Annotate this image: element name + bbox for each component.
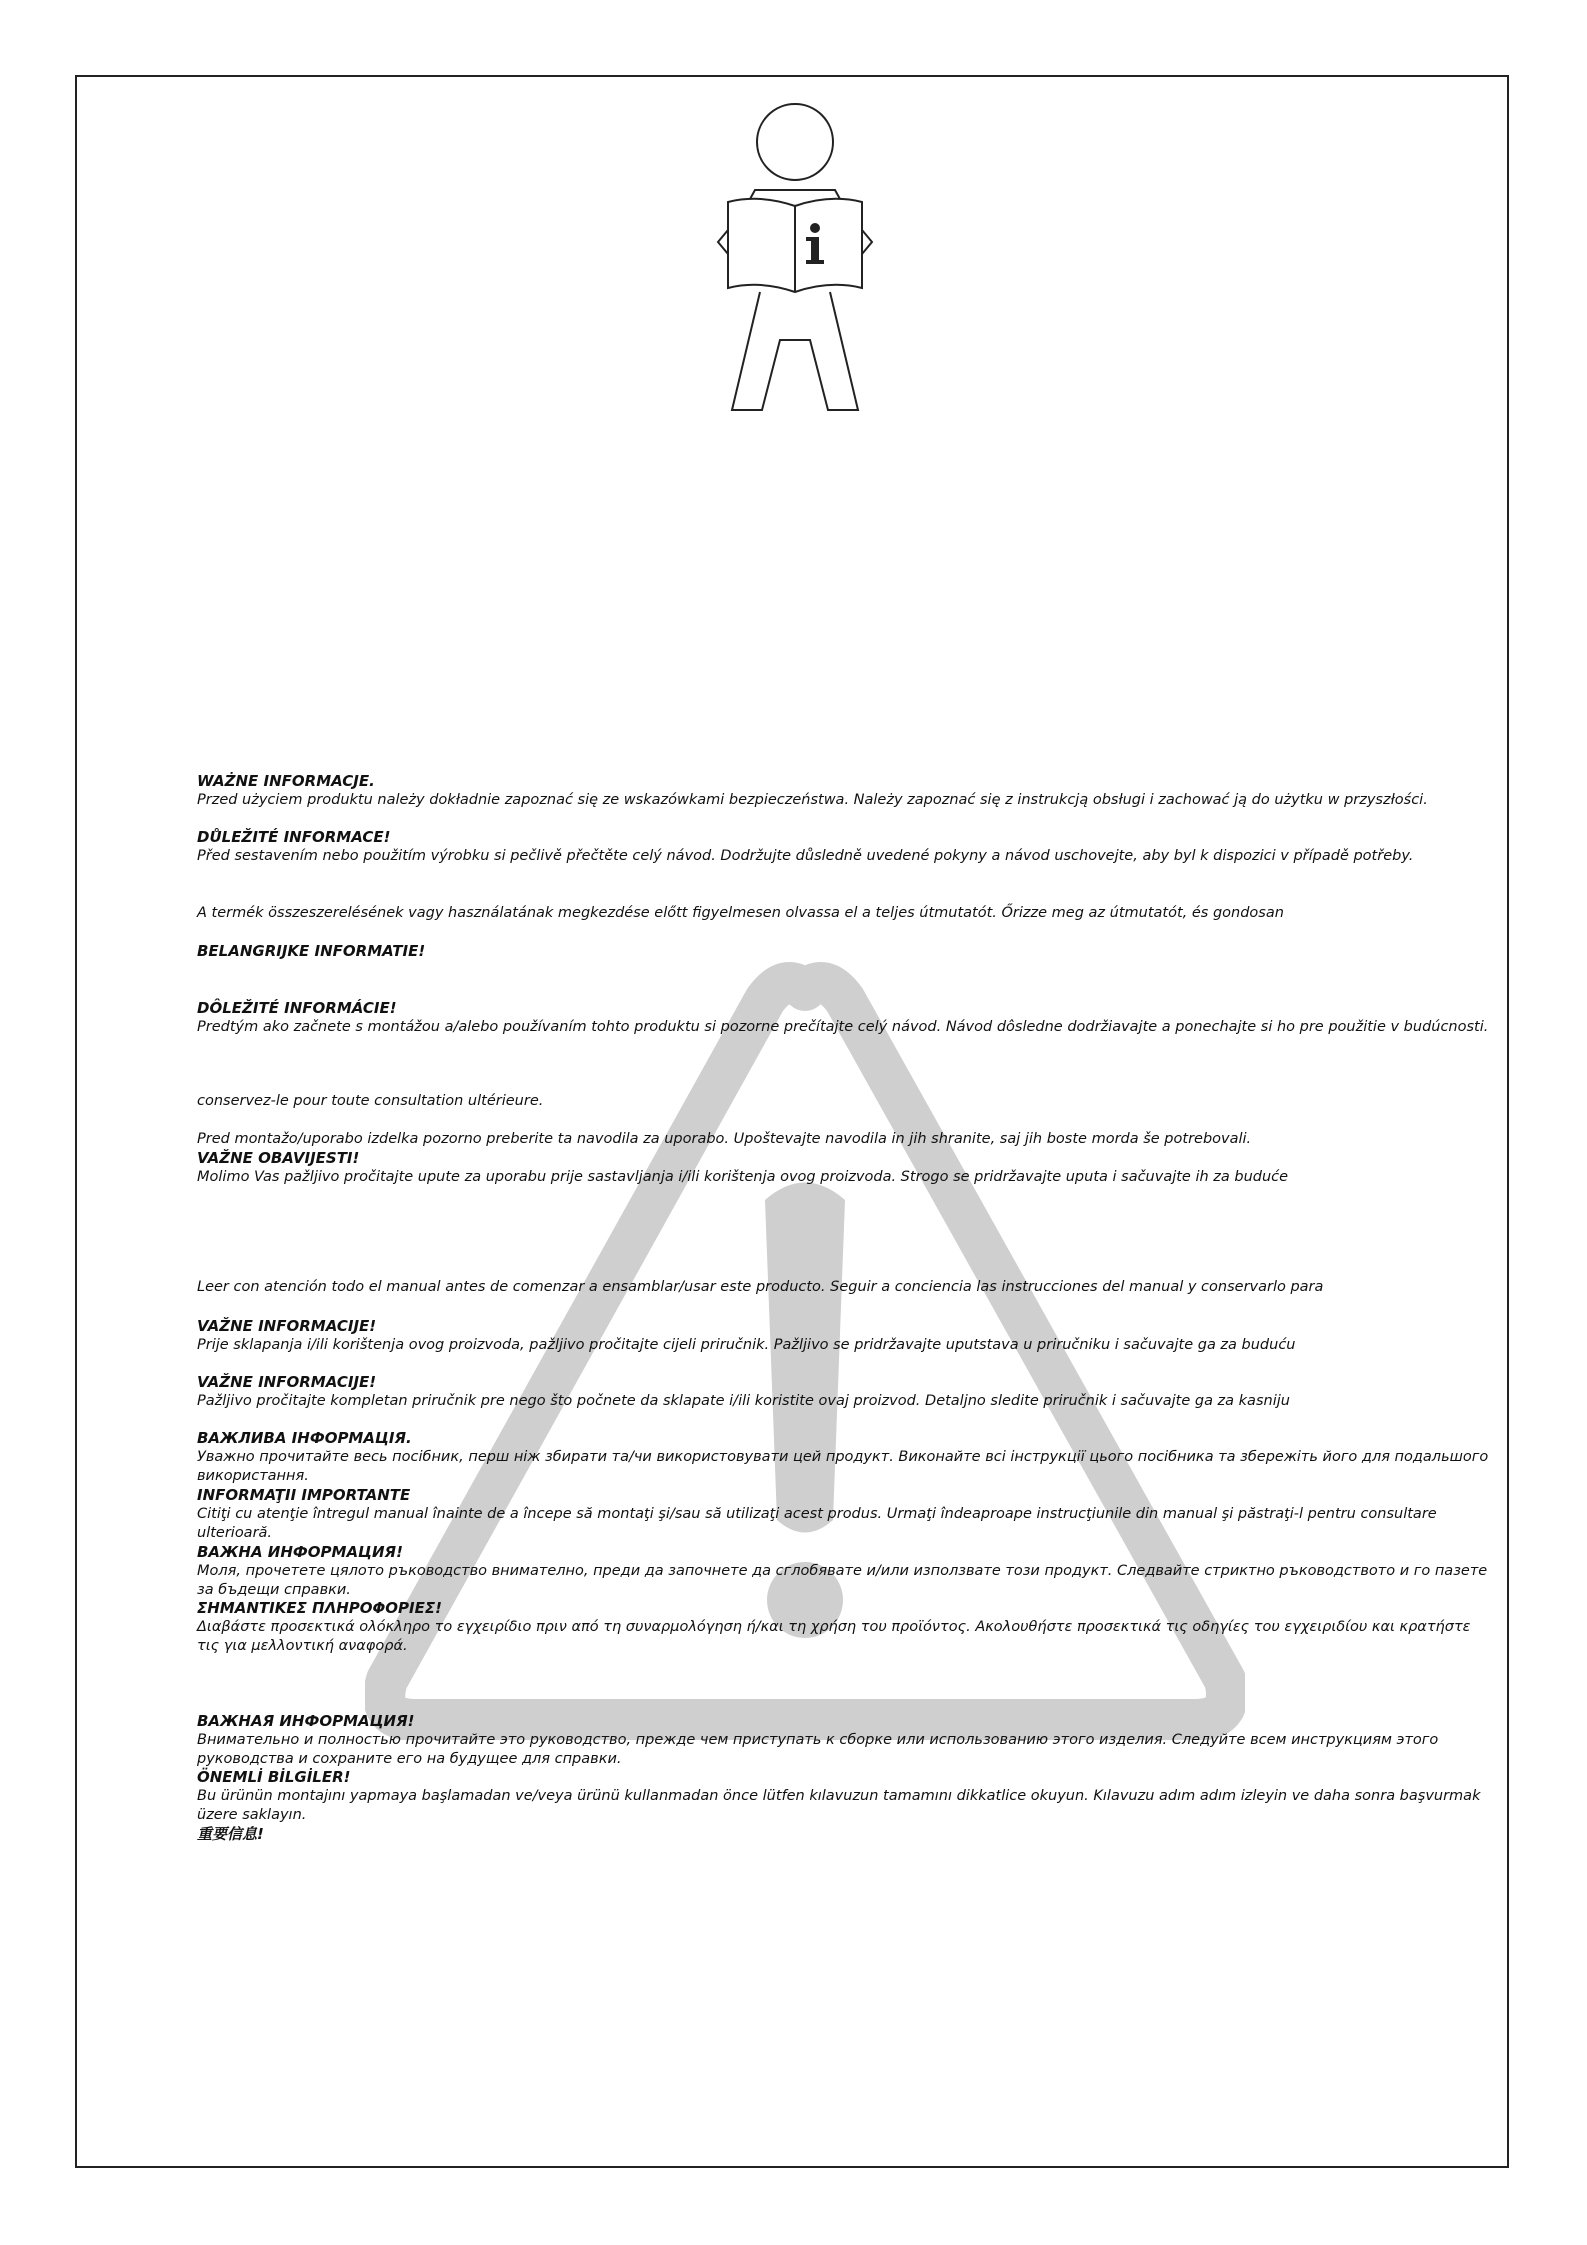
block-heading: ÖNEMLİ BİLGİLER! — [197, 1768, 351, 1786]
block-bg — [197, 1543, 1497, 1600]
block-heading: ВАЖНАЯ ИНФОРМАЦИЯ! — [197, 1712, 415, 1730]
block-fr — [197, 1092, 1497, 1111]
block-text: Citiţi cu atenţie întregul manual înainte de a începe să montaţi şi/sau să utilizaţi acest produs. Urmaţi îndeaproape instrucţiunile din manual şi păstraţi-l pentru consultare ulterioară. — [197, 1506, 1437, 1541]
block-tr — [197, 1768, 1497, 1825]
block-es — [197, 1278, 1497, 1297]
block-heading: 重要信息! — [197, 1825, 264, 1843]
block-text: Pažljivo pročitajte kompletan priručnik pre nego što počnete da sklapate i/ili koristite ovaj proizvod. Detaljno sledite priručnik i sačuvajte ga za kasniju — [197, 1393, 1290, 1409]
block-heading: ΣΗΜΑΝΤΙΚΕΣ ΠΛΗΡΟΦΟΡΙΕΣ! — [197, 1599, 442, 1617]
block-text: Před sestavením nebo použitím výrobku si pečlivě přečtěte celý návod. Dodržujte důsledně uvedené pokyny a návod uschovejte, aby byl k dispozici v případě potřeby. — [197, 848, 1414, 864]
block-text: Przed użyciem produktu należy dokładnie zapoznać się ze wskazówkami bezpieczeństwa. Należy zapoznać się z instrukcją obsługi i zachować ją do użytku w przyszłości. — [197, 792, 1428, 808]
block-ru — [197, 1712, 1497, 1769]
block-ro — [197, 1486, 1497, 1543]
block-heading: VAŽNE OBAVIJESTI! — [197, 1149, 360, 1167]
block-text: conservez-le pour toute consultation ultérieure. — [197, 1093, 544, 1109]
block-text: Διαβάστε προσεκτικά ολόκληρο το εγχειρίδιο πριν από τη συναρμολόγηση ή/και τη χρήση του προϊόντος. Ακολουθήστε προσεκτικά τις οδηγίες του εγχειριδίου και κρατήστε τις για μελλοντική αναφορά. — [197, 1619, 1471, 1654]
block-text: Pred montažo/uporabo izdelka pozorno preberite ta navodila za uporabo. Upoštevajte navodila in jih shranite, saj jih boste morda še potrebovali. — [197, 1131, 1252, 1147]
block-heading: DŮLEŽITÉ INFORMACE! — [197, 828, 391, 846]
block-hr — [197, 1149, 1497, 1187]
block-text: Leer con atención todo el manual antes de comenzar a ensamblar/usar este producto. Seguir a conciencia las instrucciones del manual y conservarlo para — [197, 1279, 1324, 1295]
block-heading: WAŻNE INFORMACJE. — [197, 772, 375, 790]
block-text: Внимательно и полностью прочитайте это руководство, прежде чем приступать к сборке или использованию этого изделия. Следуйте всем инструкциям этого руководства и сохраните его на будущее для справки. — [197, 1732, 1439, 1767]
block-heading: INFORMAŢII IMPORTANTE — [197, 1486, 411, 1504]
block-heading: ВАЖЛИВА ІНФОРМАЦІЯ. — [197, 1429, 412, 1447]
person-reading-manual-icon — [700, 100, 890, 420]
block-text: A termék összeszerelésének vagy használatának megkezdése előtt figyelmesen olvassa el a teljes útmutatót. Őrizze meg az útmutatót, és gondosan — [197, 905, 1284, 921]
block-text: Molimo Vas pažljivo pročitajte upute za uporabu prije sastavljanja i/ili korištenja ovog proizvoda. Strogo se pridržavajte uputa i sačuvajte ih za buduće — [197, 1169, 1289, 1185]
block-pl — [197, 772, 1497, 810]
block-sl — [197, 1130, 1497, 1149]
block-sr — [197, 1373, 1497, 1411]
block-text: Моля, прочетете цялото ръководство внимателно, преди да започнете да сглобявате и/или използвате този продукт. Следвайте стриктно ръководството и го пазете за бъдещи справки. — [197, 1563, 1488, 1598]
block-heading: VAŽNE INFORMACIJE! — [197, 1317, 377, 1335]
block-text: Уважно прочитайте весь посібник, перш ніж збирати та/чи використовувати цей продукт. Виконайте всі інструкції цього посібника та збережіть його для подальшого використання. — [197, 1449, 1489, 1484]
block-heading: BELANGRIJKE INFORMATIE! — [197, 942, 426, 960]
block-heading: ВАЖНА ИНФОРМАЦИЯ! — [197, 1543, 403, 1561]
block-nl — [197, 942, 1497, 961]
block-text: Prije sklapanja i/ili korištenja ovog proizvoda, pažljivo pročitajte cijeli priručnik. Pažljivo se pridržavajte uputstava u priručniku i sačuvajte ga za buduću — [197, 1337, 1296, 1353]
block-uk — [197, 1429, 1497, 1486]
block-cs — [197, 828, 1497, 866]
block-text: Predtým ako začnete s montážou a/alebo používaním tohto produktu si pozorne prečítajte celý návod. Návod dôsledne dodržiavajte a ponechajte si ho pre použitie v budúcnosti. — [197, 1019, 1489, 1035]
block-sk — [197, 999, 1497, 1037]
block-text: Bu ürünün montajını yapmaya başlamadan ve/veya ürünü kullanmadan önce lütfen kılavuzun tamamını dikkatlice okuyun. Kılavuzu adım adım izleyin ve daha sonra başvurmak üzere saklayın. — [197, 1788, 1481, 1823]
block-hu — [197, 904, 1497, 923]
block-heading: DÔLEŽITÉ INFORMÁCIE! — [197, 999, 397, 1017]
block-bs — [197, 1317, 1497, 1355]
block-el — [197, 1599, 1497, 1656]
block-heading: VAŽNE INFORMACIJE! — [197, 1373, 377, 1391]
block-zh — [197, 1825, 1497, 1844]
